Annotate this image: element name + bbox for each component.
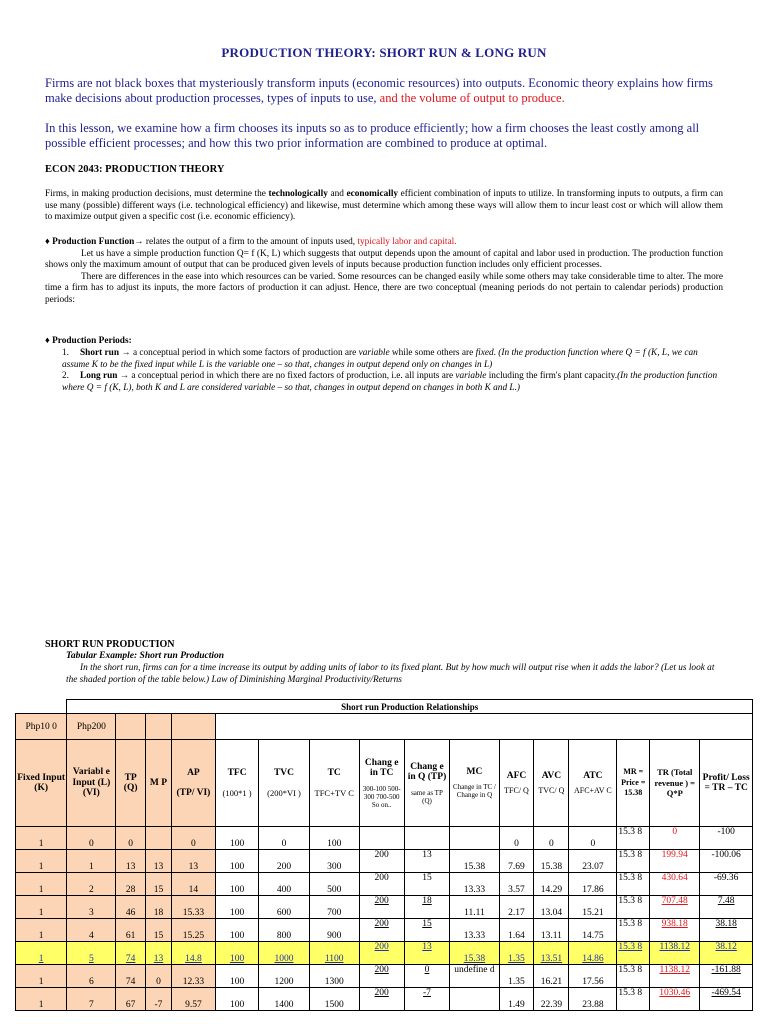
cell-mp: 15 <box>145 873 171 896</box>
cell-afc: 3.57 <box>499 873 534 896</box>
cell-avc: 16.21 <box>534 965 569 988</box>
cell-l: 0 <box>67 827 116 850</box>
cell-tp: 46 <box>116 896 145 919</box>
cell-mc: undefine d <box>450 965 499 988</box>
cell-tfc: 100 <box>215 965 259 988</box>
table-row <box>16 965 753 988</box>
list-item-short-run: 1. Short run → a conceptual period in which some factors of production are variable while some others are fixed. (In the production function where Q = f (K, L, we can assume K to be the fixed input while L is the variable one – so that, changes in output depend only on changes in L) <box>62 348 698 370</box>
cell-tc: 900 <box>309 919 359 942</box>
cell-l: 5 <box>67 942 116 965</box>
header-variable-input: Variabl e Input (L) (VI) <box>67 740 116 827</box>
cell-dq: 13 <box>404 850 450 873</box>
cell-mp <box>145 827 171 850</box>
cell-pl: -100.06 <box>700 850 753 873</box>
cell-ap: 12.33 <box>172 965 216 988</box>
cell-k: 1 <box>16 873 67 896</box>
cell-mr: 15.3 8 <box>617 988 650 1011</box>
cell-ap: 14.8 <box>172 942 216 965</box>
cell-afc: 1.35 <box>499 942 534 965</box>
header-avc: AVC TVC/ Q <box>534 740 569 827</box>
cell-tr: 1138.12 <box>650 965 700 988</box>
intro-paragraph-1: Firms are not black boxes that mysteriously transform inputs (economic resources) into outputs. Economic theory explains how firms make decisions about production processes, types of inputs to use, and the volume of output to produce. <box>45 76 713 105</box>
cell-afc: 7.69 <box>499 850 534 873</box>
cell-mp: 15 <box>145 919 171 942</box>
cell-tr: 430.64 <box>650 873 700 896</box>
table-caption: Short run Production Relationships <box>67 700 753 714</box>
cell-tvc: 400 <box>259 873 309 896</box>
header-ap: AP (TP/ VI) <box>172 740 216 827</box>
cell-pl: 38.12 <box>700 942 753 965</box>
cell-mr: 15.3 8 <box>617 919 650 942</box>
cell-pl: -161.88 <box>700 965 753 988</box>
cell-pl: -469.54 <box>700 988 753 1011</box>
cell-k: 1 <box>16 988 67 1011</box>
cell-tc: 300 <box>309 850 359 873</box>
cell-mc: 13.33 <box>450 919 499 942</box>
cell-l: 1 <box>67 850 116 873</box>
cell-mc: 15.38 <box>450 942 499 965</box>
cell-avc: 15.38 <box>534 850 569 873</box>
cell-afc: 1.49 <box>499 988 534 1011</box>
cell-ap: 15.33 <box>172 896 216 919</box>
cell-dq: 18 <box>404 896 450 919</box>
header-change-q: Chang e in Q (TP) same as TP (Q) <box>404 740 450 827</box>
cell-dq: 15 <box>404 919 450 942</box>
tabular-example-heading: Tabular Example: Short run Production <box>66 651 225 661</box>
cell-tfc: 100 <box>215 988 259 1011</box>
cell-tp: 74 <box>116 965 145 988</box>
cell-dq: -7 <box>404 988 450 1011</box>
cell-tp: 74 <box>116 942 145 965</box>
cell-tvc: 800 <box>259 919 309 942</box>
cell-tr: 1030.46 <box>650 988 700 1011</box>
header-change-tc: Chang e in TC 300-100 500-300 700-500 So on.. <box>359 740 404 827</box>
cell-mp: 18 <box>145 896 171 919</box>
cell-l: 2 <box>67 873 116 896</box>
cell-avc: 13.11 <box>534 919 569 942</box>
cell-tp: 13 <box>116 850 145 873</box>
cell-dtc: 200 <box>359 988 404 1011</box>
cell-tvc: 200 <box>259 850 309 873</box>
cell-dq: 13 <box>404 942 450 965</box>
table-row <box>16 896 753 919</box>
cell-ap: 0 <box>172 827 216 850</box>
cell-dq <box>404 827 450 850</box>
cell-avc: 13.51 <box>534 942 569 965</box>
cell-k: 1 <box>16 896 67 919</box>
cell-dtc: 200 <box>359 873 404 896</box>
cell-tfc: 100 <box>215 827 259 850</box>
cell-dtc: 200 <box>359 919 404 942</box>
cell-tvc: 0 <box>259 827 309 850</box>
header-tr: TR (Total revenue ) = Q*P <box>650 740 700 827</box>
cell-dtc: 200 <box>359 942 404 965</box>
production-function-paragraph: ♦ Production Function→ relates the output of a firm to the amount of inputs used, typically labor and capital. Let us have a simple production function Q= f (K, L) which suggests that output depends upon the amount of capital and labor used in production. The production function shows only the maximum amount of output that can be produced given levels of inputs because production function includes only efficient processes. There are differences in the ease into which resources can be varied. Some resources can be changed easily while some others may take considerable time to alter. The more time a firm has to adjust its inputs, the more factors of production it can adjust. Hence, there are two conceptual (meaning periods do not pertain to calendar periods) production periods: <box>45 237 723 305</box>
short-run-heading: SHORT RUN PRODUCTION <box>45 639 175 650</box>
cell-tfc: 100 <box>215 896 259 919</box>
production-periods-label: ♦ Production Periods: <box>45 336 132 346</box>
cell-avc: 22.39 <box>534 988 569 1011</box>
cell-dtc: 200 <box>359 850 404 873</box>
header-mr: MR = Price = 15.38 <box>617 740 650 827</box>
cell-mc: 13.33 <box>450 873 499 896</box>
cell-tvc: 600 <box>259 896 309 919</box>
header-tfc: TFC (100*1 ) <box>215 740 259 827</box>
cell-tp: 28 <box>116 873 145 896</box>
cell-tr: 199.94 <box>650 850 700 873</box>
header-afc: AFC TFC/ Q <box>499 740 534 827</box>
cell-tc: 1300 <box>309 965 359 988</box>
cell-tvc: 1000 <box>259 942 309 965</box>
cell-tp: 61 <box>116 919 145 942</box>
header-atc: ATC AFC+AV C <box>569 740 617 827</box>
cell-pl: -100 <box>700 827 753 850</box>
cell-tc: 700 <box>309 896 359 919</box>
intro-paragraph-2: In this lesson, we examine how a firm chooses its inputs so as to produce efficiently; how a firm chooses the least costly among all possible efficient processes; and how this two prior information are combined to produce at optimal. <box>45 121 700 150</box>
cell-mp: 13 <box>145 942 171 965</box>
cell-mr: 15.3 8 <box>617 850 650 873</box>
cell-tvc: 1400 <box>259 988 309 1011</box>
cell-afc: 0 <box>499 827 534 850</box>
cell-ap: 13 <box>172 850 216 873</box>
cell-ap: 9.57 <box>172 988 216 1011</box>
cell-mr: 15.3 8 <box>617 896 650 919</box>
header-tvc: TVC (200*VI ) <box>259 740 309 827</box>
cell-afc: 1.35 <box>499 965 534 988</box>
cell-dtc: 200 <box>359 896 404 919</box>
production-table <box>15 699 753 1011</box>
cell-tfc: 100 <box>215 850 259 873</box>
cell-mp: 13 <box>145 850 171 873</box>
cell-dq: 15 <box>404 873 450 896</box>
cell-mc <box>450 827 499 850</box>
production-periods-list <box>62 348 722 394</box>
header-tp: TP (Q) <box>116 740 145 827</box>
cell-ap: 15.25 <box>172 919 216 942</box>
cell-mr: 15.3 8 <box>617 942 650 965</box>
cell-mp: 0 <box>145 965 171 988</box>
cell-mp: -7 <box>145 988 171 1011</box>
cell-atc: 0 <box>569 827 617 850</box>
cell-avc: 14.29 <box>534 873 569 896</box>
header-profit-loss: Profit/ Loss = TR – TC <box>700 740 753 827</box>
price-k-cell: Php10 0 <box>16 714 67 740</box>
cell-mr: 15.3 8 <box>617 827 650 850</box>
cell-tc: 500 <box>309 873 359 896</box>
cell-tc: 1500 <box>309 988 359 1011</box>
cell-atc: 17.56 <box>569 965 617 988</box>
header-mc: MC Change in TC / Change in Q <box>450 740 499 827</box>
cell-avc: 13.04 <box>534 896 569 919</box>
cell-mr: 15.3 8 <box>617 873 650 896</box>
efficiency-paragraph: Firms, in making production decisions, must determine the technologically and economically efficient combination of inputs to utilize. In transforming inputs to outputs, a firm can use many (possible) different ways (i.e. technological efficiency) and likewise, must determine which among these ways will allow them to incur least cost or which will allow them to maximize output given a specific cost (i.e. economic efficiency). <box>45 189 724 223</box>
table-row <box>16 873 753 896</box>
cell-l: 3 <box>67 896 116 919</box>
cell-tp: 67 <box>116 988 145 1011</box>
cell-k: 1 <box>16 919 67 942</box>
cell-tp: 0 <box>116 827 145 850</box>
cell-tr: 1138.12 <box>650 942 700 965</box>
cell-k: 1 <box>16 850 67 873</box>
cell-atc: 14.75 <box>569 919 617 942</box>
table-header-row <box>16 740 753 827</box>
cell-k: 1 <box>16 827 67 850</box>
cell-tvc: 1200 <box>259 965 309 988</box>
cell-tfc: 100 <box>215 919 259 942</box>
cell-ap: 14 <box>172 873 216 896</box>
cell-tc: 100 <box>309 827 359 850</box>
table-row <box>16 942 753 965</box>
cell-tr: 938.18 <box>650 919 700 942</box>
cell-mc: 11.11 <box>450 896 499 919</box>
cell-avc: 0 <box>534 827 569 850</box>
cell-l: 7 <box>67 988 116 1011</box>
page-title: PRODUCTION THEORY: SHORT RUN & LONG RUN <box>221 45 547 60</box>
header-mp: M P <box>145 740 171 827</box>
header-tc: TC TFC+TV C <box>309 740 359 827</box>
list-item-long-run: 2. Long run → a conceptual period in which there are no fixed factors of production, i.e. all inputs are variable including the firm's plant capacity.(In the production function where Q = f (K, L), both K and L are considered variable – so that, changes in output depend on changes in both K and L.) <box>62 371 718 393</box>
cell-afc: 1.64 <box>499 919 534 942</box>
cell-tfc: 100 <box>215 942 259 965</box>
econ-heading: ECON 2043: PRODUCTION THEORY <box>45 164 225 175</box>
cell-tfc: 100 <box>215 873 259 896</box>
cell-l: 4 <box>67 919 116 942</box>
cell-afc: 2.17 <box>499 896 534 919</box>
cell-pl: -69.36 <box>700 873 753 896</box>
price-l-cell: Php200 <box>67 714 116 740</box>
cell-pl: 38.18 <box>700 919 753 942</box>
cell-atc: 14.86 <box>569 942 617 965</box>
cell-tc: 1100 <box>309 942 359 965</box>
table-row <box>16 919 753 942</box>
cell-atc: 23.07 <box>569 850 617 873</box>
cell-tr: 707.48 <box>650 896 700 919</box>
cell-mr: 15.3 8 <box>617 965 650 988</box>
table-row <box>16 850 753 873</box>
cell-pl: 7.48 <box>700 896 753 919</box>
cell-dtc: 200 <box>359 965 404 988</box>
cell-atc: 23.88 <box>569 988 617 1011</box>
table-row <box>16 827 753 850</box>
header-fixed-input: Fixed Input (K) <box>16 740 67 827</box>
table-row <box>16 988 753 1011</box>
cell-dq: 0 <box>404 965 450 988</box>
short-run-text: In the short run, firms can for a time increase its output by adding units of labor to its fixed plant. But by how much will output rise when it adds the labor? (Let us look at the shaded portion of the table below.) Law of Diminishing Marginal Productivity/Returns <box>66 663 715 685</box>
cell-mc: 15.38 <box>450 850 499 873</box>
cell-k: 1 <box>16 942 67 965</box>
cell-atc: 15.21 <box>569 896 617 919</box>
cell-k: 1 <box>16 965 67 988</box>
cell-atc: 17.86 <box>569 873 617 896</box>
cell-tr: 0 <box>650 827 700 850</box>
cell-dtc <box>359 827 404 850</box>
cell-l: 6 <box>67 965 116 988</box>
cell-mc <box>450 988 499 1011</box>
